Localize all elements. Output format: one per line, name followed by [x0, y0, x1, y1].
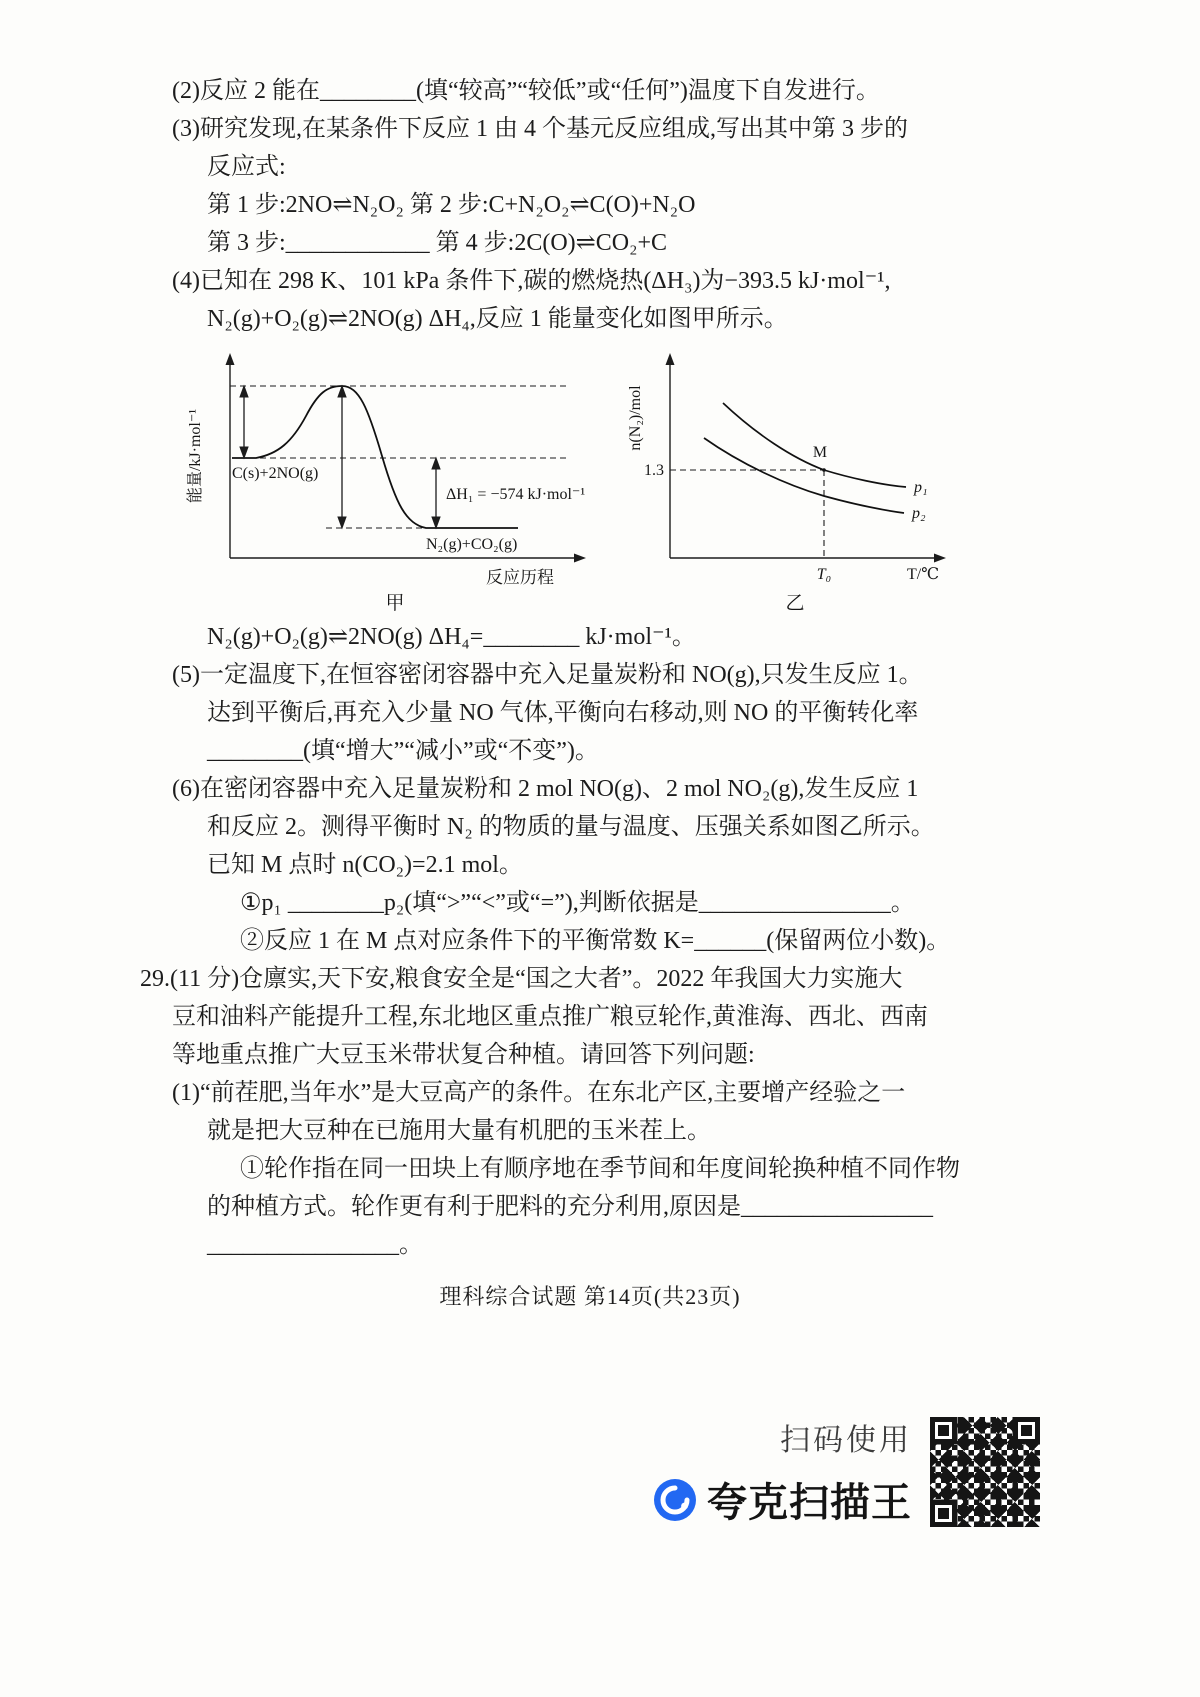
figure-yi-caption: 乙	[785, 593, 805, 614]
figure-row	[180, 346, 990, 614]
scan-hint-text: 扫码使用	[780, 1424, 912, 1457]
curve-p1-label: p₁	[914, 479, 928, 496]
curve-p2-label: p₂	[912, 505, 926, 522]
axes	[670, 362, 938, 558]
ytick-1-3: 1.3	[644, 462, 664, 479]
delta-h1-label: ΔH₁ = −574 kJ·mol⁻¹	[446, 486, 586, 503]
point-m-label: M	[812, 444, 828, 461]
scanner-app-branding	[653, 1415, 1040, 1528]
delta-h1-arrow	[432, 458, 440, 528]
x-axis-arrowhead	[574, 554, 586, 563]
y-axis-arrowhead	[226, 353, 235, 365]
question-3-steps-1-2: 第 1 步:2NO⇌N₂O₂ 第 2 步:C+N₂O₂⇌C(O)+N₂O	[207, 192, 696, 218]
question-6-line-3: 已知 M 点时 n(CO₂)=2.1 mol。	[207, 852, 523, 878]
arrow-head-down	[432, 517, 440, 528]
answer-blank-line: ________________。	[207, 1232, 423, 1258]
x-axis-label: T/℃	[906, 566, 940, 583]
logo-circle	[654, 1479, 696, 1521]
y-axis-label: n(N₂)/mol	[627, 385, 644, 451]
brand-text-column	[653, 1415, 912, 1528]
qr-finder-top-right	[1013, 1417, 1040, 1444]
axes	[230, 362, 578, 558]
question-29-line-2: 豆和油料产能提升工程,东北地区重点推广粮豆轮作,黄淮海、西北、西南	[172, 1004, 928, 1030]
y-axis-arrowhead	[666, 353, 675, 365]
question-29-line-3: 等地重点推广大豆玉米带状复合种植。请回答下列问题:	[172, 1042, 755, 1068]
point-m-dashed-guides	[670, 470, 824, 558]
curve-p2	[704, 438, 904, 513]
question-29-sub-1-circle-1-line-2: 的种植方式。轮作更有利于肥料的充分利用,原因是________________	[207, 1194, 933, 1220]
question-5-line-2: 达到平衡后,再充入少量 NO 气体,平衡向右移动,则 NO 的平衡转化率	[207, 700, 919, 726]
question-29-sub-1-circle-1-line-1: ①轮作指在同一田块上有顺序地在季节间和年度间轮换种植不同作物	[240, 1156, 960, 1182]
question-6-sub-2: ②反应 1 在 M 点对应条件下的平衡常数 K=______(保留两位小数)。	[240, 928, 951, 954]
x-axis-arrowhead	[934, 554, 946, 563]
question-5-line-1: (5)一定温度下,在恒容密闭容器中充入足量炭粉和 NO(g),只发生反应 1。	[172, 662, 923, 688]
question-6-sub-1: ①p₁ ________p₂(填“>”“<”或“=”),判断依据是________________。	[240, 890, 915, 916]
arrow-head-up	[338, 386, 346, 397]
arrow-head-down	[240, 447, 248, 458]
x-axis-label: 反应历程	[486, 568, 554, 587]
logo-dot	[681, 1502, 688, 1509]
question-2-line: (2)反应 2 能在________(填“较高”“较低”或“任何”)温度下自发进行。	[172, 78, 880, 104]
figure-yi-equilibrium-diagram	[620, 346, 955, 614]
exam-content	[140, 72, 990, 1316]
reactant-label: C(s)+2NO(g)	[232, 465, 319, 482]
question-4-line-1: (4)已知在 298 K、101 kPa 条件下,碳的燃烧热(ΔH₃)为−393.5 kJ·mol⁻¹,	[172, 268, 891, 294]
question-6-line-2: 和反应 2。测得平衡时 N₂ 的物质的量与温度、压强关系如图乙所示。	[207, 814, 935, 840]
page-footer: 理科综合试题 第14页(共23页)	[439, 1284, 741, 1309]
axis-arrowheads	[666, 353, 947, 563]
y-axis-label: 能量/kJ·mol⁻¹	[187, 408, 204, 504]
arrow-head-down	[338, 517, 346, 528]
qr-finder-top-left	[930, 1417, 957, 1444]
xtick-t0: T₀	[816, 566, 832, 583]
brand-name-text: 夸克扫描王	[707, 1481, 912, 1525]
peak-to-product-arrow	[338, 386, 346, 528]
figure-jia-caption: 甲	[385, 593, 405, 614]
question-3-line-1: (3)研究发现,在某条件下反应 1 由 4 个基元反应组成,写出其中第 3 步的	[172, 116, 908, 142]
question-29-sub-1-line-1: (1)“前茬肥,当年水”是大豆高产的条件。在东北产区,主要增产经验之一	[172, 1080, 906, 1106]
question-4-line-2: N₂(g)+O₂(g)⇌2NO(g) ΔH₄,反应 1 能量变化如图甲所示。	[207, 306, 788, 332]
activation-energy-arrow	[240, 386, 248, 458]
question-6-line-1: (6)在密闭容器中充入足量炭粉和 2 mol NO(g)、2 mol NO₂(g),发生反应 1	[172, 776, 919, 802]
product-label: N₂(g)+CO₂(g)	[426, 536, 518, 553]
question-29-line-1: 29.(11 分)仓廪实,天下安,粮食安全是“国之大者”。2022 年我国大力实施大	[140, 966, 903, 992]
energy-curve	[232, 386, 518, 528]
question-3-line-2: 反应式:	[207, 154, 286, 180]
qr-code	[930, 1417, 1040, 1527]
arrow-head-up	[432, 458, 440, 469]
figure-jia-energy-diagram	[180, 346, 610, 614]
question-5-line-3: ________(填“增大”“减小”或“不变”)。	[207, 738, 599, 764]
qr-finder-bottom-left	[930, 1500, 957, 1527]
question-3-steps-3-4: 第 3 步:____________ 第 4 步:2C(O)⇌CO₂+C	[207, 230, 668, 256]
question-29-sub-1-line-2: 就是把大豆种在已施用大量有机肥的玉米茬上。	[207, 1118, 711, 1144]
point-m-dot	[822, 468, 826, 472]
brand-name-row	[653, 1471, 912, 1528]
arrow-head-up	[240, 386, 248, 397]
quark-logo-icon	[653, 1478, 697, 1522]
question-4-answer-line: N₂(g)+O₂(g)⇌2NO(g) ΔH₄=________ kJ·mol⁻¹。	[207, 624, 696, 650]
